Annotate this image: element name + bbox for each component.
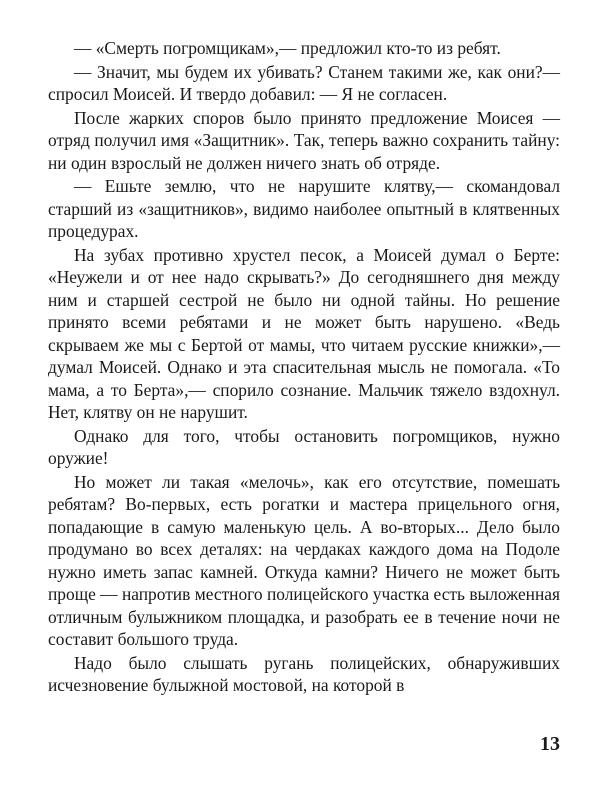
paragraph-8: Надо было слышать ругань полицейских, обнаруживших исчезновение булыжной мостовой, на которой в	[48, 652, 560, 695]
paragraph-2: — Значит, мы будем их убивать? Станем такими же, как они?— спросил Моисей. И твердо добавил: — Я не согласен.	[48, 61, 560, 104]
page-number: 13	[540, 733, 560, 755]
paragraph-7: Но может ли такая «мелочь», как его отсутствие, помешать ребятам? Во-первых, есть рогатки и мастера прицельного огня, попадающие в самую маленькую цель. А во-вторых... Дело было продумано во всех деталях: на чердаках каждого дома на Подоле нужно иметь запас камней. Откуда камни? Ничего не может быть проще — напротив местного полицейского участка есть выложенная отличным булыжником площадка, и разобрать ее в течение ночи не составит большого труда.	[48, 471, 560, 649]
body-text	[48, 37, 560, 697]
paragraph-1: — «Смерть погромщикам»,— предложил кто-то из ребят.	[74, 38, 501, 58]
paragraph-4: — Ешьте землю, что не нарушите клятву,— скомандовал старший из «защитников», видимо наиболее опытный в клятвенных процедурах.	[48, 176, 560, 241]
paragraph-3: После жарких споров было принято предложение Моисея — отряд получил имя «Защитник». Так, теперь важно сохранить тайну: ни один взрослый не должен ничего знать об отряде.	[48, 107, 560, 173]
paragraph-5: На зубах противно хрустел песок, а Моисей думал о Берте: «Неужели и от нее надо скрывать?» До сегодняшнего дня между ним и старшей сестрой не было ни одной тайны. Но решение принято всеми ребятами и не может быть нарушено. «Ведь скрываем же мы с Бертой от мамы, что читаем русские книжки»,— думал Моисей. Однако и эта спасительная мысль не помогала. «То мама, а то Берта»,— спорило сознание. Мальчик тяжело вздохнул. Нет, клятву он не нарушит.	[48, 244, 560, 422]
paragraph-6: Однако для того, чтобы остановить погромщиков, нужно оружие!	[48, 425, 560, 468]
